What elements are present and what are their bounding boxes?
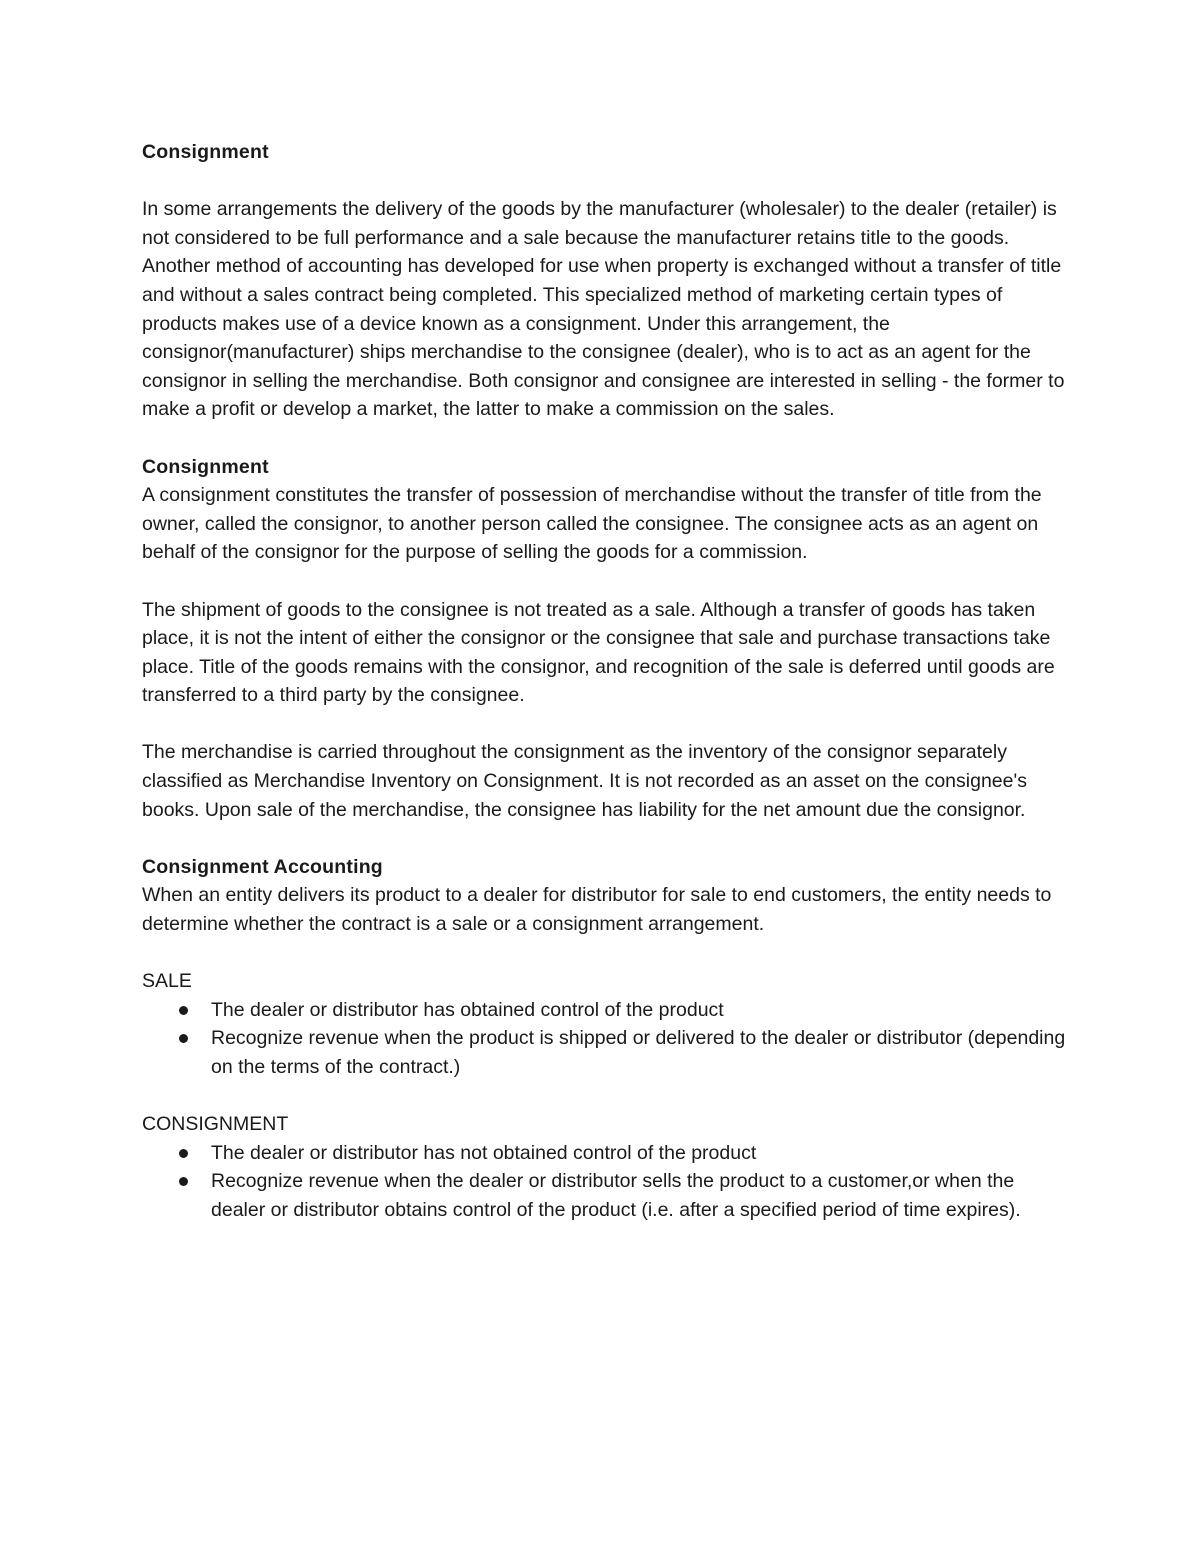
list-item-text: The dealer or distributor has not obtained control of the product	[211, 1141, 757, 1164]
paragraph-shipment: The shipment of goods to the consignee is not treated as a sale. Although a transfer of goods has taken place, it is not the intent of either the consignor or the consignee that sale and purchase transactions take place. Title of the goods remains with the consignor, and recognition of the sale is deferred until goods are transferred to a third party by the consignee.	[142, 598, 1055, 707]
spacer	[142, 167, 1067, 196]
list-item-text: Recognize revenue when the product is shipped or delivered to the dealer or distributor (depending on the terms of the contract.)	[211, 1027, 1066, 1078]
paragraph-intro: In some arrangements the delivery of the goods by the manufacturer (wholesaler) to the dealer (retailer) is not considered to be full performance and a sale because the manufacturer retains title to the goods. Another method of accounting has developed for use when property is exchanged without a transfer of title and without a sales contract being completed. This specialized method of marketing certain types of products makes use of a device known as a consignment. Under this arrangement, the consignor(manufacturer) ships merchandise to the consignee (dealer), who is to act as an agent for the consignor in selling the merchandise. Both consignor and consignee are interested in selling - the former to make a profit or develop a market, the latter to make a commission on the sales.	[142, 198, 1065, 421]
paragraph-definition: A consignment constitutes the transfer of possession of merchandise without the transfer of title from the owner, called the consignor, to another person called the consignee. The consignee acts as an agent on behalf of the consignor for the purpose of selling the goods for a commission.	[142, 484, 1042, 564]
spacer	[142, 424, 1067, 453]
section-heading-consignment: Consignment	[142, 141, 269, 163]
paragraph-accounting: When an entity delivers its product to a dealer for distributor for sale to end customers, the entity needs to determine whether the contract is a sale or a consignment arrangement.	[142, 884, 1052, 936]
list-item	[142, 1167, 1067, 1224]
list-item	[142, 996, 1067, 1025]
paragraph-inventory: The merchandise is carried throughout the consignment as the inventory of the consignor separately classified as Merchandise Inventory on Consignment. It is not recorded as an asset on the consignee's books. Upon sale of the merchandise, the consignee has liability for the net amount due the consignor.	[142, 741, 1027, 821]
sale-bullet-list	[142, 996, 1067, 1082]
consignment-label: CONSIGNMENT	[142, 1113, 289, 1136]
bullet-icon	[179, 1149, 188, 1158]
spacer	[142, 824, 1067, 853]
spacer	[142, 1082, 1067, 1111]
section-heading-consignment-accounting: Consignment Accounting	[142, 855, 383, 878]
spacer	[142, 710, 1067, 739]
spacer	[142, 939, 1067, 968]
section-heading-consignment-definition: Consignment	[142, 455, 269, 478]
list-item-text: The dealer or distributor has obtained control of the product	[211, 998, 724, 1021]
bullet-icon	[179, 1177, 188, 1186]
bullet-icon	[179, 1034, 188, 1043]
list-item	[142, 1024, 1067, 1081]
list-item-text: Recognize revenue when the dealer or distributor sells the product to a customer,or when the dealer or distributor obtains control of the product (i.e. after a specified period of time expires).	[211, 1170, 1021, 1221]
document-page	[142, 138, 1067, 1225]
bullet-icon	[179, 1006, 188, 1015]
spacer	[142, 567, 1067, 596]
sale-label: SALE	[142, 970, 192, 993]
consignment-bullet-list	[142, 1139, 1067, 1225]
list-item	[142, 1139, 1067, 1168]
